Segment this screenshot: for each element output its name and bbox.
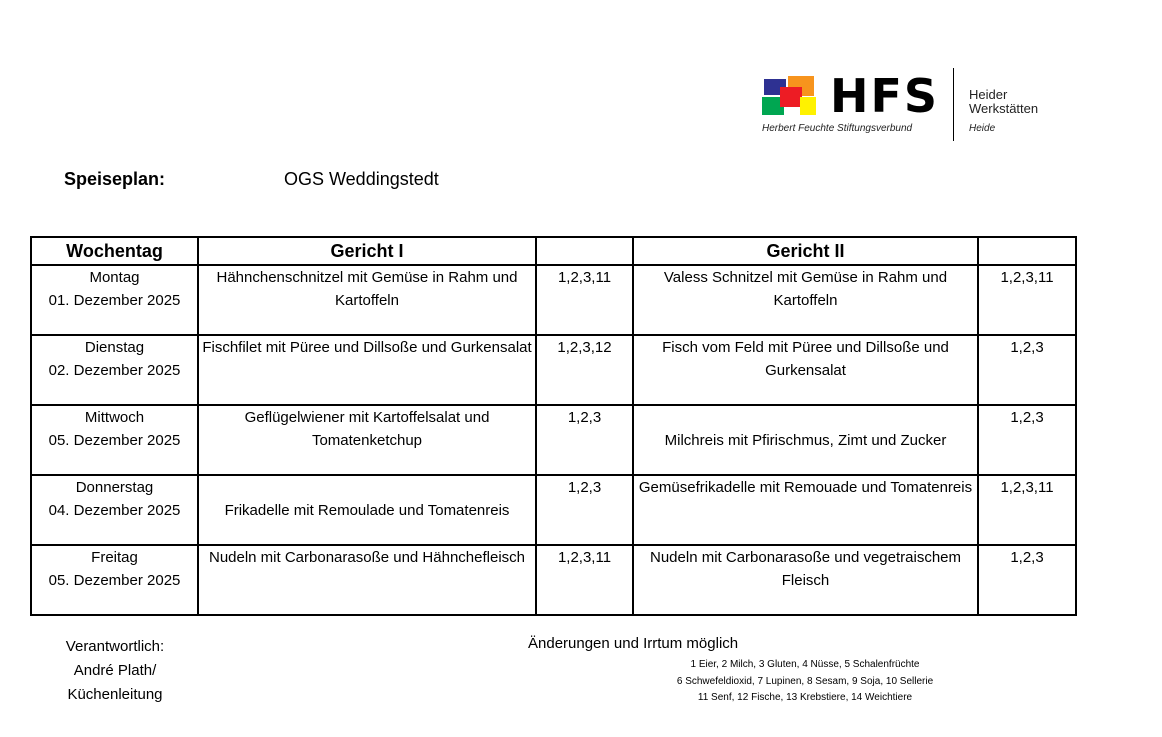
page-title-location: OGS Weddingstedt <box>284 169 439 189</box>
logo-tagline: Herbert Feuchte Stiftungsverbund <box>762 123 913 134</box>
allergen-legend-line: 6 Schwefeldioxid, 7 Lupinen, 8 Sesam, 9 Soja, 10 Sellerie <box>676 675 934 687</box>
weekday-name: Mittwoch <box>84 409 145 426</box>
table-row <box>31 475 1076 545</box>
responsible-label: Verantwortlich: <box>65 638 165 655</box>
weekday-name: Donnerstag <box>75 479 154 496</box>
allergens1-cell: 1,2,3,11 <box>536 265 633 335</box>
dish1-cell: Frikadelle mit Remoulade und Tomatenreis <box>198 475 536 545</box>
responsible-role: Küchenleitung <box>67 686 163 703</box>
weekday-date: 05. Dezember 2025 <box>48 572 181 589</box>
weekday-date: 01. Dezember 2025 <box>48 292 181 309</box>
logo-divider <box>953 68 954 141</box>
logo-square <box>780 87 802 107</box>
weekday-cell <box>31 405 198 475</box>
hfs-logo <box>762 68 1062 143</box>
menu-table <box>30 236 1077 616</box>
allergens1-cell: 1,2,3 <box>536 475 633 545</box>
logo-squares-icon <box>762 76 818 116</box>
allergens1-cell: 1,2,3,12 <box>536 335 633 405</box>
column-header-weekday: Wochentag <box>31 237 198 265</box>
weekday-date: 04. Dezember 2025 <box>48 502 181 519</box>
dish1-cell: Hähnchenschnitzel mit Gemüse in Rahm und Kartoffeln <box>198 265 536 335</box>
allergens1-cell: 1,2,3 <box>536 405 633 475</box>
table-row <box>31 265 1076 335</box>
dish2-cell: Valess Schnitzel mit Gemüse in Rahm und Kartoffeln <box>633 265 978 335</box>
weekday-cell <box>31 545 198 615</box>
logo-square <box>800 97 816 115</box>
allergens2-cell: 1,2,3 <box>978 545 1076 615</box>
dish2-cell: Gemüsefrikadelle mit Remouade und Tomatenreis <box>633 475 978 545</box>
table-row <box>31 405 1076 475</box>
weekday-cell <box>31 475 198 545</box>
weekday-date: 05. Dezember 2025 <box>48 432 181 449</box>
logo-org-name <box>969 88 1038 116</box>
allergens2-cell: 1,2,3 <box>978 335 1076 405</box>
column-header-dish1: Gericht I <box>198 237 536 265</box>
responsible-name: André Plath/ <box>73 662 157 679</box>
column-header-allergens1 <box>536 237 633 265</box>
weekday-name: Freitag <box>91 549 138 566</box>
dish2-cell: Milchreis mit Pfirischmus, Zimt und Zucker <box>633 405 978 475</box>
column-header-dish2: Gericht II <box>633 237 978 265</box>
dish1-cell: Nudeln mit Carbonarasoße und Hähnchefleisch <box>198 545 536 615</box>
weekday-cell <box>31 335 198 405</box>
logo-letters: HFS <box>830 69 940 123</box>
dish2-cell: Fisch vom Feld mit Püree und Dillsoße und Gurkensalat <box>633 335 978 405</box>
dish2-cell: Nudeln mit Carbonarasoße und vegetraischem Fleisch <box>633 545 978 615</box>
column-header-allergens2 <box>978 237 1076 265</box>
dish1-cell: Geflügelwiener mit Kartoffelsalat und Tomatenketchup <box>198 405 536 475</box>
weekday-name: Montag <box>89 269 140 286</box>
allergens1-cell: 1,2,3,11 <box>536 545 633 615</box>
logo-org-line2: Werkstätten <box>969 101 1039 116</box>
logo-city: Heide <box>969 123 996 134</box>
table-row <box>31 545 1076 615</box>
table-row <box>31 335 1076 405</box>
dish1-cell: Fischfilet mit Püree und Dillsoße und Gurkensalat <box>198 335 536 405</box>
allergen-legend <box>650 657 960 707</box>
allergens2-cell: 1,2,3,11 <box>978 265 1076 335</box>
allergens2-cell: 1,2,3 <box>978 405 1076 475</box>
allergen-legend-line: 1 Eier, 2 Milch, 3 Gluten, 4 Nüsse, 5 Schalenfrüchte <box>690 659 920 670</box>
allergen-legend-line: 11 Senf, 12 Fische, 13 Krebstiere, 14 Weichtiere <box>697 692 913 703</box>
logo-org-line1: Heider <box>969 87 1008 102</box>
changes-notice: Änderungen und Irrtum möglich <box>528 635 739 652</box>
page-title-label: Speiseplan: <box>64 169 166 189</box>
weekday-name: Dienstag <box>84 339 145 356</box>
table-header-row <box>31 237 1076 265</box>
weekday-cell <box>31 265 198 335</box>
allergens2-cell: 1,2,3,11 <box>978 475 1076 545</box>
weekday-date: 02. Dezember 2025 <box>48 362 181 379</box>
responsible-block <box>60 635 170 707</box>
